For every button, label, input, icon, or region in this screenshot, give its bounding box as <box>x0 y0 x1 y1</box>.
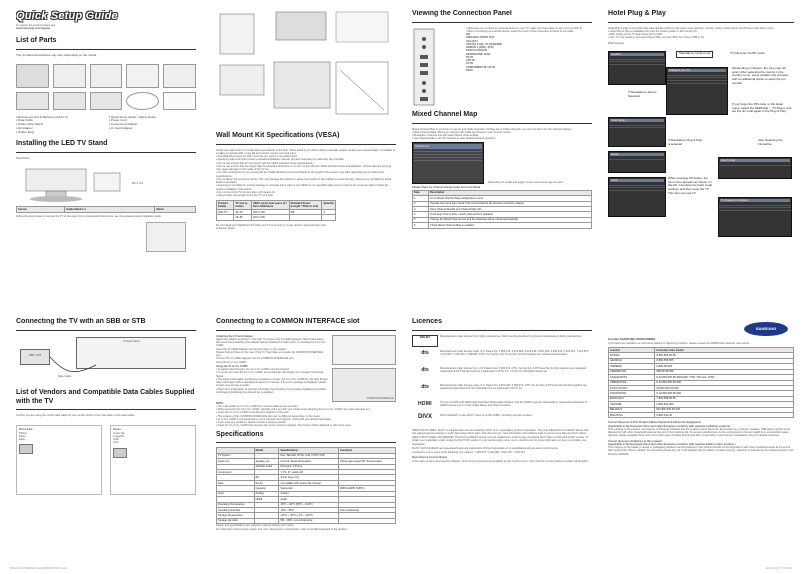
screen-row <box>719 163 791 166</box>
hotel-plug-rule <box>608 22 794 23</box>
battery-sub: (Applicable in the European Union and other European countries with separate battery return systems.) <box>608 442 736 446</box>
screen-title: Intelligent your TV <box>668 69 726 72</box>
screen-title: Auto Tuning <box>720 159 790 162</box>
ci-step: Insert the CI CARD Adapter into the two holes on the product. <box>216 347 287 351</box>
table-row: MONGOLIA 7-800-555-55-55 <box>609 396 794 401</box>
stand-parts-table <box>16 206 196 212</box>
cable-diagram <box>110 425 196 495</box>
parts-rule <box>16 49 196 50</box>
dts-premium-logo: dts <box>421 349 429 356</box>
part-item: ▪ Power Cord <box>109 119 196 123</box>
ci-sub-using: Using the CI or CI+ CARD <box>216 364 248 368</box>
ci-step: Connect the CI CARD Adapter into the COMMON INTERFACE port. <box>216 357 295 361</box>
mixed-channel-heading: Mixed Channel Map <box>412 110 478 118</box>
table-header: Specifications <box>279 448 339 453</box>
battery-heading: Correct disposal of batteries in this product <box>608 439 662 443</box>
contact-table <box>608 347 794 418</box>
screen-title: Ready <box>610 153 664 156</box>
table-header: Quantity <box>322 201 336 210</box>
licence-dts-2ch <box>412 384 592 398</box>
interactive-callout: After Selecting the Interactive <box>758 137 783 146</box>
table-row: Storage Temperature -20°C ~ 45°C (-4°F ~ 113°F) <box>217 513 396 518</box>
wall-mount-note: ▪ Do not mount the TV at more than a 15 degree tilt. <box>216 191 396 194</box>
channel-list-title: Channel List <box>414 144 482 148</box>
table-row: HDMI Audio <box>217 497 396 502</box>
port-item: ANT IN <box>466 59 475 63</box>
mixed-channel-item: ▪ Mixed channel Map: Mixing Air channel with Cable and shows in your remote control. <box>412 131 592 134</box>
connector-image <box>113 448 127 458</box>
weee-sub: (Applicable in the European Union and other European countries with separate collection systems) <box>608 424 731 428</box>
table-row: 3 Store Channel Details and Channel Map Info. <box>413 206 592 211</box>
ci-note: ▪ The location of the COMMON INTERFACE slot may be different depending on the model. <box>216 415 396 418</box>
clock-setup-screen <box>608 117 666 147</box>
column-connection-panel <box>412 10 592 310</box>
table-header: Screws <box>17 207 65 212</box>
dts-2ch-logo: dts <box>421 383 429 390</box>
ready-screen <box>608 151 666 173</box>
hotel-flow-diagram <box>608 47 794 267</box>
weee-heading: Correct Disposal of This Product (Waste Electrical & Electronic Equipment) <box>608 421 701 425</box>
sbb-rule <box>16 330 196 331</box>
part-item: ▪ Remote Control & Batteries (AAA x 2) <box>16 116 103 120</box>
rear-panel-illustration <box>412 27 462 107</box>
panel-note: ▪ Whenever you connect an external device to your TV, make sure that power on the unit is turned off. <box>466 27 592 30</box>
table-row: UKRAINE 0-800-502-000 <box>609 402 794 407</box>
port-item: VGA (PC) <box>466 39 478 43</box>
wall-mount-note: ▪ Do not use screws that do not comply with the VESA standard screw specifications. <box>216 162 396 165</box>
ci-note: ▪ If you have any problems, please contact a service provider. <box>216 421 396 424</box>
table-row: 4 Once Auto Tune is done, check channel list is updated. <box>413 212 592 217</box>
divx-patent: Covered by one or more of the following U.S. patents: 7,295,673; 7,460,668; 7,515,710; 7,519,274 <box>412 451 525 455</box>
ci-step: Attach the adapter as shown in the right. To connect the CI CARD Adapter, follow these steps. <box>216 337 324 341</box>
table-row: Operating Temperature 10°C ~ 40°C (50°F ~ 104°F) <box>217 502 396 507</box>
specs-rule <box>216 442 396 443</box>
port-item: PC IN <box>466 55 473 59</box>
screws-image <box>163 92 196 110</box>
specs-footnote: For information about power supply, and more about power consumption, refer to the label attached to the product. <box>216 527 348 531</box>
table-row: UZBEKISTAN 8-10-800-500-55-500 <box>609 380 794 385</box>
part-item: ▪ Holder-Wire Stand <box>16 123 103 127</box>
table-row: AZERBAIJAN 088-55-55-555 <box>609 369 794 374</box>
screen-row <box>609 188 665 191</box>
ci-sub-attach: Attaching the CI Card Adapter <box>216 334 253 338</box>
table-row: 1 Go to Mixed Channel Map configuration menu. <box>413 196 592 201</box>
register-note: To register the product please see <box>16 23 56 27</box>
wall-mount-note: ▪ Do not fasten the screws too firmly. This may damage the product or cause the product to fall, leading to personal injury. Samsung is not liable for these kinds of accidents. <box>216 178 396 184</box>
pin-label: 3.3V <box>113 441 119 445</box>
data-cable-label: Data Cable <box>58 374 71 378</box>
intelligent-tv-screen <box>666 67 728 115</box>
standalone-callout: Standalone mode is set <box>676 51 713 58</box>
pin-label: Data+ <box>19 434 26 438</box>
screen-row <box>719 208 791 211</box>
wall-mount-note: ▪ For wall mounts that do not comply with the VESA standard screw specifications, the length of the screws may differ depending on the wall mount specifications. <box>216 171 396 177</box>
specs-footnote: Design and specifications are subject to change without prior notice. <box>216 524 295 528</box>
stand-rule <box>16 152 196 153</box>
pin-label: GND <box>113 438 119 442</box>
licence-dts-studio <box>412 367 592 381</box>
licences-heading: Licences <box>412 318 442 325</box>
ci-note: ▪ Insert the CI or CI+ CARD that supports the current antenna settings. The screen will be distorted or will not be seen. <box>216 424 396 427</box>
dts-2ch-text: Manufactured under license under U.S. Patent #'s: 5,451,942; 5,956,674. DTS, the Symbol, & DTS and the Symbol together are registered trademarks & DTS 2.0+Digital Out is a trademark of DTS, Inc. <box>440 383 587 390</box>
wall-mount-step-illustration <box>216 10 392 130</box>
table-row: TV System PAL, SECAM, NTSC 4.43, NTSC 3.58 <box>217 453 396 458</box>
column-contact <box>608 318 794 558</box>
part-item: ▪ CI Card Adapter <box>109 127 196 131</box>
wall-mount-illustrations <box>216 10 396 130</box>
simple-steps-heading: Simple Steps for channel mixing under Auto tune Mode <box>412 186 481 190</box>
dolby-logo: DOLBY <box>412 335 438 347</box>
dts-studio-logo: dts <box>421 366 429 373</box>
screen-title: Location <box>610 53 664 56</box>
parts-image-grid <box>16 64 196 110</box>
part-item: ▪ Data Cable <box>16 119 103 123</box>
stand-diagram <box>16 163 196 203</box>
weee-text: This marking on the product, accessories or literature indicates that the product and its electronic accessories (e.g. charger, headset, USB cable) should not be disposed of with other household waste at the end of their working life. To prevent possible harm to the environment or human health from uncontrolled waste disposal, please separate these items from other types of waste and recycle them responsibly to promote the sustainable reuse of material resources. <box>608 427 791 438</box>
ci-step: We recommend attaching the adapter before installing the wall mount, or inserting the CI or CI+ CARD. <box>216 341 326 348</box>
ci-using-item: ▪ To watch paid channels, the CI or CI+ CARD must be inserted. <box>216 368 328 371</box>
table-row: Audio out Speaker out Internal / External Speaker Phone jack output 8Ω, Sound output <box>217 459 396 464</box>
divx-about: ABOUT DIVX VIDEO: DivX® is a digital video format created by DivX, LLC, a subsidiary of Rovi Corporation. This is an official DivX Certified® device that has passed rigorous testing to verify that it plays DivX video. Visit divx.com for more information and software tools to convert your files into DivX videos. <box>412 428 589 435</box>
hotel-plug-intro: Hotel Plug & Play is a function that automatically performs the Hotel mode selection, Country, Setup, Clock Setup and Picture mode Setup menu. <box>608 26 775 30</box>
column-hotel-plug-play <box>608 10 794 310</box>
licences-rule <box>412 330 592 331</box>
oss-text: In the case of using open source software, Open Source Licenses are available on the product menu. Open Source License Notice is written only English. <box>412 459 589 463</box>
ci-note: ▪ You must obtain a CI or CI+ CARD from a local cable service provider. <box>216 405 396 408</box>
port-item: DATA <box>466 68 473 72</box>
ci-heading: Connecting to a COMMON INTERFACE slot <box>216 318 360 325</box>
table-row: RF Tuner Input only <box>217 475 396 480</box>
wall-mount-warning: Do not install your Wall Mount Kit while your TV is turned on. It may result in personal injury due to electric shock. <box>216 223 326 230</box>
region-callout: (Depending on Region, the step may not exist.) After selecting the country in the country menu, some models may proceed with an additional option to setup the pin number. <box>732 65 788 85</box>
vendor-cable-diagrams <box>16 425 196 495</box>
dolby-text: Manufactured under license from Dolby Laboratories. Dolby and the double-D symbol are trademarks of Dolby Laboratories. <box>440 334 583 338</box>
vendors-rule <box>16 409 196 410</box>
stand-heading: Installing the LED TV Stand <box>16 140 108 148</box>
vendor-label: Enseo <box>113 428 121 432</box>
auto-tuning-screen <box>718 157 792 179</box>
port-item: DVI <box>466 33 471 37</box>
table-header: Product Family <box>217 201 234 210</box>
table-header: Country <box>609 347 655 352</box>
sbb-heading: Connecting the TV with an SBB or STB <box>16 318 146 325</box>
ci-rule <box>216 330 396 331</box>
port-item: HDMI IN 1 (ARC), (DVI) <box>466 46 494 50</box>
screen-row <box>609 157 665 160</box>
table-row: Capacity Supported FRPH-ENPD SUPPL <box>217 486 396 491</box>
component-adapter-image <box>53 92 86 110</box>
hotel-plug-item: ▪ Hotel Plug & Play is available only once the whole product is first turned ON. <box>608 30 794 33</box>
footer-file-info: [HG32-40-46-55EB690-UA-ENG] BN68-XXXXX.indd 1 <box>10 567 68 570</box>
vendor-label: Philips <box>19 431 27 435</box>
ci-note: ▪ When removing the CI or CI+ CARD, carefully pull it out with your hands since dropping the CI or CI+ CARD may cause damage to it. <box>216 408 396 411</box>
table-row: GEORGIA 8-800-555-555 <box>609 358 794 363</box>
battery-text: This marking on the battery, manual or packaging indicates that the batteries in this product should not be disposed of with other household waste at the end of their working life. Where marked, the chemical symbols Hg, Cd or Pb indicate that the battery contains mercury, cadmium or lead above the reference levels in EC Directive 2006/66. <box>608 446 794 456</box>
power-off-callout: When pressing Off button, the next menu appears as shown on the left. Complete the hotel mode settings, and then reset the TV. The user can use TV. <box>668 175 713 195</box>
table-row: RUSSIA 8-800-555-55-55 <box>609 353 794 358</box>
table-row: 46~55 400 X 400 <box>217 215 336 220</box>
wall-mount-heading: Wall Mount Kit Specifications (VESA) <box>216 132 340 139</box>
parts-intro: The provided accessories may vary depending on the model. <box>16 52 98 57</box>
table-header: Standard Screw (Length * Pitch in mm) <box>289 201 322 210</box>
wall-mount-intro: Install your wall mount on a solid wall perpendicular to the floor. When attaching to other building materials, please contact your nearest dealer. If installed on a ceiling or slanted wall, it may fall and result in severe personal injury. <box>216 148 396 155</box>
tv-rear-label: TV Rear Panel <box>122 339 140 343</box>
table-header: TV size in inches <box>234 201 252 210</box>
screen-title: Clock Setup <box>610 119 664 122</box>
divx-text: DivX Certified® to play DivX® video up to HD 1080p, including premium content. <box>440 413 533 417</box>
complete-screen <box>718 197 792 237</box>
stand-photo <box>146 222 186 252</box>
vendor-label: Guest-Tek <box>113 431 125 435</box>
part-item: ▪ AV Adapter <box>16 127 103 131</box>
location-screen <box>608 51 666 85</box>
port-item: PC IN <box>466 62 473 66</box>
av-adapter-image <box>16 92 49 110</box>
ci-adapter-illustration <box>332 335 396 365</box>
vesa-table <box>216 200 336 221</box>
wall-mount-rule <box>216 144 396 145</box>
wall-mount-note: ▪ Samsung is not liable for product damage or personal injury when a non-VESA or non-specified wall mount is used or the consumer fails to follow the product installation instructions. <box>216 184 396 190</box>
samsung-logo: SAMSUNG <box>744 322 788 336</box>
sbb-device-label: SBB / STB <box>28 353 42 357</box>
holder-wire-image <box>90 64 123 88</box>
holder-ring-image <box>126 92 159 110</box>
part-item: ▪ Holder-Ring <box>16 131 103 135</box>
stand-note: Follow the steps below to connect the TV to the stand. For more detailed instructions, see the separate stand installation guide. <box>16 214 162 218</box>
table-header: Customer Care Centre <box>655 347 794 352</box>
licence-dts-premium <box>412 350 592 364</box>
sbb-diagram <box>16 335 196 383</box>
data-cable-line <box>16 335 196 383</box>
cable-diagram <box>16 425 102 495</box>
contact-heading: Contact SAMSUNG WORLDWIDE <box>608 337 656 341</box>
parts-heading: List of Parts <box>16 37 57 45</box>
dts-premium-text: Manufactured under license under U.S. Patent #'s: 5,956,674; 5,974,380; 6,226,616; 6,487,535; 6,842,076; 7,003,467; 7,212,872; 7,272,567; 7,333,929; 7,548,853. DTS, the Symbol, & DTS and the Symbol together are registered trademarks. <box>440 349 589 356</box>
connection-panel-rule <box>412 22 592 23</box>
dts-studio-text: Manufactured under license from U.S. Patent Nos: 5,956,674. DTS, the Symbol, & DTS and the Symbol together are registered trademarks & DTS Studio Sound is a trademark of DTS, Inc. © DTS, Inc. All Rights Reserved. <box>440 366 587 373</box>
hotel-plug-item: ▪ Your TV only needs to exit Hotel Plug & Play, connect USB, then Clone USB to TV. <box>608 36 794 39</box>
wall-mount-note: ▪ Standard dimensions for wall mount kits are shown in the table below. <box>216 155 396 158</box>
table-header: Model <box>254 448 279 453</box>
oss-heading: Open Source License Notice <box>412 456 448 460</box>
wall-scenario-label: Wall Scenario <box>608 41 624 45</box>
licence-dolby <box>412 335 592 347</box>
parts-list <box>16 116 196 135</box>
table-row: KAZAKHSTAN 8-10-800-500-55-500(GSM: 7799, VIP care: 7799) <box>609 375 794 380</box>
ci-using-item: ▪ When the configuration of channel information has finished, the message Updating Completed is displayed, indicating the channel list is updated. <box>216 388 328 394</box>
hdmi-text: The terms HDMI and HDMI High-Definition Multimedia Interface, and the HDMI Logo are trademarks or registered trademarks of HDMI Licensing LLC in the United States and other countries. <box>440 400 588 407</box>
screen-title: TV change to complete <box>720 199 790 202</box>
ci-note: ▪ Insert the CI or CI+ CARD in the direction marked on the card. <box>216 411 396 414</box>
contact-intro: If you have any questions or comments relating to Samsung products, please contact the SAMSUNG customer care centre. <box>608 341 750 345</box>
table-row: LED-TV 32~40 200 X 200 M8 4 <box>217 209 336 214</box>
port-item: PC/DVI AUDIO IN <box>466 49 487 53</box>
table-row: KYRGYZSTAN 00-800-500-55-500 <box>609 385 794 390</box>
hotel-plug-heading: Hotel Plug & Play <box>608 10 666 17</box>
table-header: Step <box>413 190 429 195</box>
channel-map-caption: Depending on model and region, some menu items may not exist <box>488 181 563 185</box>
table-row: BELARUS 810-800-500-55-500 <box>609 407 794 412</box>
screen-row <box>667 81 727 84</box>
table-row: Variable Audio RCA jack, 0.5Vrms <box>217 464 396 469</box>
rf-mode-callout: TV will enter the RF mode <box>730 50 765 55</box>
footer-timestamp: 2014-03-18 오후 3:51:43 <box>765 567 792 570</box>
vendor-label: LodgeNet <box>113 434 125 438</box>
clock-screen <box>608 177 666 217</box>
wall-mount-note: ▪ Do not use screws that are longer than the standard dimension or do not comply with the VESA standard screw specifications. Screws that are too long may cause damage to the inside of the TV set. <box>216 165 396 171</box>
table-header: Comment <box>339 448 396 453</box>
specs-table <box>216 447 396 524</box>
screen-row <box>609 126 665 129</box>
table-row: Component Y, Pb, Pr: audio L/R <box>217 470 396 475</box>
connection-panel-heading: Viewing the Connection Panel <box>412 10 512 17</box>
ci-step: Insert the CI or CI+ CARD. <box>216 360 247 364</box>
table-header: VESA screw hole specs (A * B) in millimeters <box>252 201 288 209</box>
guide-booklet-image <box>126 64 159 88</box>
connector-image <box>19 444 33 454</box>
mixed-channel-intro: Mixed Channel Map is a function to mix Air and Cable channels. (If three are in Cable channels, you can mix them into the channel setting.) <box>412 127 572 131</box>
stand-parts-label: Stand Parts <box>16 157 30 161</box>
hdmi-logo: HDMI <box>418 400 432 407</box>
table-header: Description <box>429 190 592 195</box>
channel-list-screen <box>412 142 484 184</box>
column-parts <box>16 10 196 310</box>
table-row: Operating Humidity 10% ~ 80% Non condensing <box>217 508 396 513</box>
ci-note: ▪ CI or CI+ CARD is not supported in some countries and regions; check with your authorized dealer. <box>216 418 396 421</box>
table-row: Storage Humidity 5% ~ 95%, non-condensing <box>217 518 396 523</box>
table-row: 5 Change the Mixed Channel List and the channels will be mixed automatically. <box>413 217 592 222</box>
ci-slot-label: COMMON INTERFACE <box>366 396 394 400</box>
mixed-channel-item: ▪ Broadcast / Channel List and select Mixed Channel Map. <box>412 134 592 137</box>
register-url: www.samsung.com/register <box>16 26 51 30</box>
licence-divx <box>412 414 592 426</box>
simple-steps-table <box>412 190 592 229</box>
table-row: Input Analog Analog <box>217 491 396 496</box>
column-sbb <box>16 318 196 558</box>
vendors-note: Confirm you are using the correct data cable for your vendor. Refer to the code table on the data cables. <box>16 414 136 418</box>
ci-using-item: ▪ The pairing information containing a telephone number, the CI or CI+ CARD ID, the Host ID and other information will be displayed in about 2-3 minutes. If an error message is displayed, please contact your service provider. <box>216 378 328 388</box>
column-common-interface <box>216 318 396 558</box>
ci-using-item: ▪ If you do not insert the CI or CI+ CARD, some channels will display the message Scrambled Signal. <box>216 371 328 377</box>
mixed-channel-item: ▪ Use Channel Edit to sort the channel as user desired channel numbers. <box>412 137 592 140</box>
hotel-plug-item: ▪ After setting up the TV and Cloner TV to USB. <box>608 33 794 36</box>
screen-title: Clock <box>610 179 664 182</box>
screw-spec: M4 X L12 <box>132 181 144 185</box>
data-cable-image <box>53 64 86 88</box>
rj-label: RJ-12 Jack <box>19 428 33 432</box>
remote-control-image <box>16 64 49 88</box>
column-licences <box>412 318 592 558</box>
port-item: USB (5V 0.5A) / CLOCK(HDD) <box>466 42 503 46</box>
table-header: Guide Stand x 1 <box>65 207 155 212</box>
pin-callout: If you forget the PIN code, in the Hotel menu, select the SERVICE ... TV Reset, and set the pin code again in the Plug & Play. <box>732 101 792 114</box>
ci-illustrations <box>332 335 396 402</box>
table-row: 6 Check Mixed Channel Map is enabled. <box>413 223 592 228</box>
wall-mount-note: ▪ Always have two people mount the TV on a wall. <box>216 194 396 197</box>
stand-assembly-illustration <box>16 163 126 203</box>
divx-logo: DIVX <box>417 413 432 420</box>
mixed-channel-rule <box>412 123 592 124</box>
licence-hdmi <box>412 401 592 411</box>
part-item: ▪ Component Adapter <box>109 123 196 127</box>
table-header: Stand <box>155 207 196 212</box>
ci-step: Please find two holes on the rear of the TV. Two holes are beside the COMMON INTERFACE port. <box>216 350 324 358</box>
divx-vod: ABOUT DIVX VIDEO-ON-DEMAND: This DivX Certified® device must be registered in order to play purchased DivX Video-on-Demand (VOD) movies. To obtain your registration code, locate the DivX VOD section in your device setup menu. Go to vod.divx.com for more information on how to complete your registration. <box>412 436 589 446</box>
table-row: ARMENIA 0-800-05-555 <box>609 364 794 369</box>
power-cord-image <box>163 64 196 88</box>
port-item: VARIABLE AUDIO OUT <box>466 36 495 40</box>
ci-note-heading: NOTE <box>216 401 224 405</box>
specs-heading: Specifications <box>216 430 264 438</box>
screen-row <box>609 62 665 65</box>
ci-card-illustration <box>332 368 396 402</box>
table-row: MOLDOVA 0-800-614-40 <box>609 413 794 418</box>
pin-label: Data- <box>19 438 26 442</box>
panel-note: ▪ When connecting an external device, match the color of the connection terminal to the cable. <box>466 30 592 33</box>
divx-marks: DivX®, DivX Certified® and associated logos are trademarks of Rovi Corporation or its subsidiaries and are used under license. <box>412 446 559 450</box>
selected-callout: If Standalone Plug & Play is selected <box>668 137 703 146</box>
standalone-hotel-callout: If Standalone Hotel is Selected <box>628 89 657 98</box>
port-item: COMPONENT IN / AV IN <box>466 65 495 69</box>
part-item: ▪ Quick Setup Guide / Safety Guide <box>109 116 196 120</box>
guide-title: Quick Setup Guide <box>16 10 118 22</box>
vendors-heading: List of Vendors and Compatible Data Cables Supplied with the TV <box>16 388 195 405</box>
table-row: Data RJ-12 Compatible with Guest-Tek / Enseo <box>217 480 396 485</box>
port-item: HEADPHONE JACK <box>466 52 491 56</box>
ci-adapter-image <box>90 92 123 110</box>
table-row: TADJIKISTAN 8-10-800-500-55-500 <box>609 391 794 396</box>
column-wall-mount <box>216 10 396 310</box>
wall-mount-note: ▪ Samsung wall mount kits contain a detailed installation manual. All parts necessary for assembly are provided. <box>216 158 396 161</box>
table-row: 2 Operate Auto tune then check if the mixed channel list has been correctly created. <box>413 201 592 206</box>
